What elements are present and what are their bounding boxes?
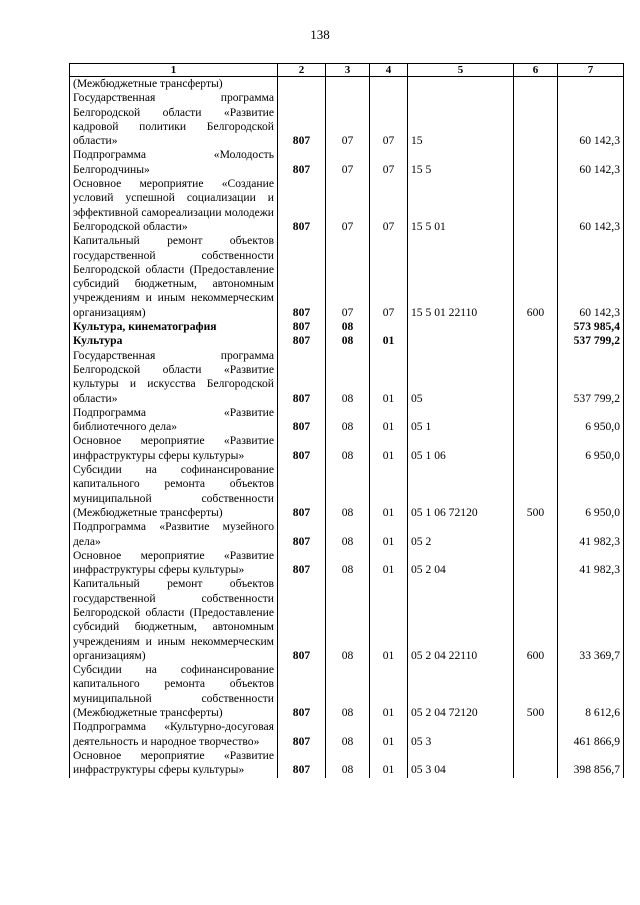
row-section-cell: 08 <box>326 463 370 520</box>
row-target-article-cell: 15 <box>408 91 514 148</box>
row-amount-cell: 537 799,2 <box>558 334 624 348</box>
row-section-cell: 08 <box>326 320 370 334</box>
column-header: 1 <box>70 64 278 77</box>
row-section-cell: 08 <box>326 334 370 348</box>
row-expense-type-cell: 600 <box>514 234 558 320</box>
row-admin-code-cell: 807 <box>278 320 326 334</box>
row-expense-type-cell <box>514 406 558 435</box>
row-name-cell: Культура, кинематография <box>70 320 278 334</box>
row-target-article-cell: 15 5 01 22110 <box>408 234 514 320</box>
row-expense-type-cell <box>514 177 558 234</box>
column-header: 7 <box>558 64 624 77</box>
table-row <box>70 577 624 663</box>
row-expense-type-cell <box>514 349 558 406</box>
row-admin-code-cell <box>278 77 326 92</box>
row-target-article-cell: 15 5 <box>408 148 514 177</box>
row-amount-cell: 398 856,7 <box>558 749 624 778</box>
row-subsection-cell: 01 <box>370 663 408 720</box>
row-section-cell: 07 <box>326 91 370 148</box>
row-name-cell: Подпрограмма «Молодость Белгородчины» <box>70 148 278 177</box>
row-target-article-cell <box>408 320 514 334</box>
row-amount-cell: 33 369,7 <box>558 577 624 663</box>
row-subsection-cell: 07 <box>370 234 408 320</box>
row-target-article-cell: 05 3 <box>408 720 514 749</box>
row-subsection-cell: 07 <box>370 91 408 148</box>
row-amount-cell: 8 612,6 <box>558 663 624 720</box>
row-subsection-cell: 01 <box>370 334 408 348</box>
table-row <box>70 434 624 463</box>
table-row <box>70 720 624 749</box>
row-admin-code-cell: 807 <box>278 463 326 520</box>
row-target-article-cell: 05 <box>408 349 514 406</box>
row-amount-cell: 6 950,0 <box>558 406 624 435</box>
column-header: 3 <box>326 64 370 77</box>
page-number: 138 <box>310 27 330 42</box>
row-admin-code-cell: 807 <box>278 334 326 348</box>
row-expense-type-cell <box>514 549 558 578</box>
row-expense-type-cell <box>514 749 558 778</box>
row-target-article-cell: 05 2 04 22110 <box>408 577 514 663</box>
row-section-cell: 07 <box>326 234 370 320</box>
table-row <box>70 406 624 435</box>
row-target-article-cell: 05 2 04 72120 <box>408 663 514 720</box>
row-name-cell: Субсидии на софинансирование капитального ремонта объектов муниципальной собственности (Межбюджетные трансферты) <box>70 463 278 520</box>
row-expense-type-cell <box>514 77 558 92</box>
row-target-article-cell: 15 5 01 <box>408 177 514 234</box>
row-subsection-cell: 01 <box>370 520 408 549</box>
row-admin-code-cell: 807 <box>278 349 326 406</box>
row-section-cell: 08 <box>326 720 370 749</box>
row-target-article-cell <box>408 77 514 92</box>
row-name-cell: Государственная программа Белгородской области «Развитие кадровой политики Белгородской области» <box>70 91 278 148</box>
row-admin-code-cell: 807 <box>278 148 326 177</box>
row-amount-cell: 60 142,3 <box>558 177 624 234</box>
table-row <box>70 234 624 320</box>
row-admin-code-cell: 807 <box>278 434 326 463</box>
row-section-cell: 07 <box>326 148 370 177</box>
row-name-cell: Основное мероприятие «Развитие инфраструктуры сферы культуры» <box>70 549 278 578</box>
row-name-cell: Капитальный ремонт объектов государственной собственности Белгородской области (Предоставление субсидий бюджетным, автономным учреждениям и иным некоммерческим организациям) <box>70 234 278 320</box>
row-amount-cell: 461 866,9 <box>558 720 624 749</box>
table-row <box>70 520 624 549</box>
column-header: 4 <box>370 64 408 77</box>
row-section-cell: 08 <box>326 520 370 549</box>
row-subsection-cell <box>370 320 408 334</box>
row-name-cell: Подпрограмма «Развитие библиотечного дела» <box>70 406 278 435</box>
row-expense-type-cell <box>514 520 558 549</box>
row-subsection-cell <box>370 77 408 92</box>
table-row <box>70 91 624 148</box>
table-row <box>70 320 624 334</box>
row-target-article-cell: 05 1 06 72120 <box>408 463 514 520</box>
row-target-article-cell: 05 1 06 <box>408 434 514 463</box>
row-subsection-cell: 01 <box>370 720 408 749</box>
table-row <box>70 549 624 578</box>
row-amount-cell: 6 950,0 <box>558 463 624 520</box>
table-row <box>70 177 624 234</box>
row-target-article-cell: 05 2 04 <box>408 549 514 578</box>
row-section-cell: 07 <box>326 177 370 234</box>
row-subsection-cell: 01 <box>370 749 408 778</box>
row-amount-cell: 41 982,3 <box>558 520 624 549</box>
row-expense-type-cell <box>514 320 558 334</box>
row-target-article-cell <box>408 334 514 348</box>
table-row <box>70 663 624 720</box>
budget-table <box>69 63 624 778</box>
table-row <box>70 77 624 92</box>
row-expense-type-cell <box>514 334 558 348</box>
row-expense-type-cell <box>514 720 558 749</box>
row-section-cell: 08 <box>326 406 370 435</box>
row-admin-code-cell: 807 <box>278 91 326 148</box>
row-section-cell: 08 <box>326 434 370 463</box>
row-target-article-cell: 05 3 04 <box>408 749 514 778</box>
row-admin-code-cell: 807 <box>278 549 326 578</box>
row-section-cell: 08 <box>326 577 370 663</box>
row-expense-type-cell <box>514 148 558 177</box>
row-name-cell: Капитальный ремонт объектов государственной собственности Белгородской области (Предоставление субсидий бюджетным, автономным учреждениям и иным некоммерческим организациям) <box>70 577 278 663</box>
row-subsection-cell: 01 <box>370 549 408 578</box>
row-name-cell: Подпрограмма «Развитие музейного дела» <box>70 520 278 549</box>
table-row <box>70 334 624 348</box>
row-section-cell: 08 <box>326 549 370 578</box>
row-amount-cell: 60 142,3 <box>558 148 624 177</box>
row-admin-code-cell: 807 <box>278 234 326 320</box>
row-expense-type-cell <box>514 91 558 148</box>
table-body <box>70 77 624 778</box>
row-name-cell: Основное мероприятие «Развитие инфраструктуры сферы культуры» <box>70 434 278 463</box>
row-admin-code-cell: 807 <box>278 749 326 778</box>
row-admin-code-cell: 807 <box>278 177 326 234</box>
column-header: 2 <box>278 64 326 77</box>
row-expense-type-cell: 500 <box>514 663 558 720</box>
row-subsection-cell: 01 <box>370 434 408 463</box>
row-name-cell: Подпрограмма «Культурно-досуговая деятельность и народное творчество» <box>70 720 278 749</box>
row-subsection-cell: 01 <box>370 406 408 435</box>
table-header-row <box>70 64 624 77</box>
table-row <box>70 349 624 406</box>
row-admin-code-cell: 807 <box>278 720 326 749</box>
row-expense-type-cell <box>514 434 558 463</box>
table-row <box>70 148 624 177</box>
row-subsection-cell: 07 <box>370 177 408 234</box>
row-target-article-cell: 05 1 <box>408 406 514 435</box>
row-section-cell <box>326 77 370 92</box>
row-name-cell: Основное мероприятие «Развитие инфраструктуры сферы культуры» <box>70 749 278 778</box>
row-name-cell: Основное мероприятие «Создание условий успешной социализации и эффективной самореализации молодежи Белгородской области» <box>70 177 278 234</box>
table-row <box>70 463 624 520</box>
row-name-cell: Государственная программа Белгородской области «Развитие культуры и искусства Белгородской области» <box>70 349 278 406</box>
row-subsection-cell: 01 <box>370 577 408 663</box>
row-target-article-cell: 05 2 <box>408 520 514 549</box>
row-admin-code-cell: 807 <box>278 577 326 663</box>
row-amount-cell <box>558 77 624 92</box>
row-section-cell: 08 <box>326 349 370 406</box>
row-name-cell: Культура <box>70 334 278 348</box>
row-subsection-cell: 01 <box>370 463 408 520</box>
row-admin-code-cell: 807 <box>278 520 326 549</box>
row-subsection-cell: 01 <box>370 349 408 406</box>
row-name-cell: Субсидии на софинансирование капитального ремонта объектов муниципальной собственности (Межбюджетные трансферты) <box>70 663 278 720</box>
table-row <box>70 749 624 778</box>
row-amount-cell: 6 950,0 <box>558 434 624 463</box>
row-admin-code-cell: 807 <box>278 663 326 720</box>
row-name-cell: (Межбюджетные трансферты) <box>70 77 278 92</box>
row-amount-cell: 60 142,3 <box>558 234 624 320</box>
column-header: 5 <box>408 64 514 77</box>
row-admin-code-cell: 807 <box>278 406 326 435</box>
row-expense-type-cell: 500 <box>514 463 558 520</box>
row-expense-type-cell: 600 <box>514 577 558 663</box>
row-amount-cell: 60 142,3 <box>558 91 624 148</box>
row-section-cell: 08 <box>326 749 370 778</box>
row-amount-cell: 537 799,2 <box>558 349 624 406</box>
row-section-cell: 08 <box>326 663 370 720</box>
row-subsection-cell: 07 <box>370 148 408 177</box>
column-header: 6 <box>514 64 558 77</box>
row-amount-cell: 41 982,3 <box>558 549 624 578</box>
row-amount-cell: 573 985,4 <box>558 320 624 334</box>
